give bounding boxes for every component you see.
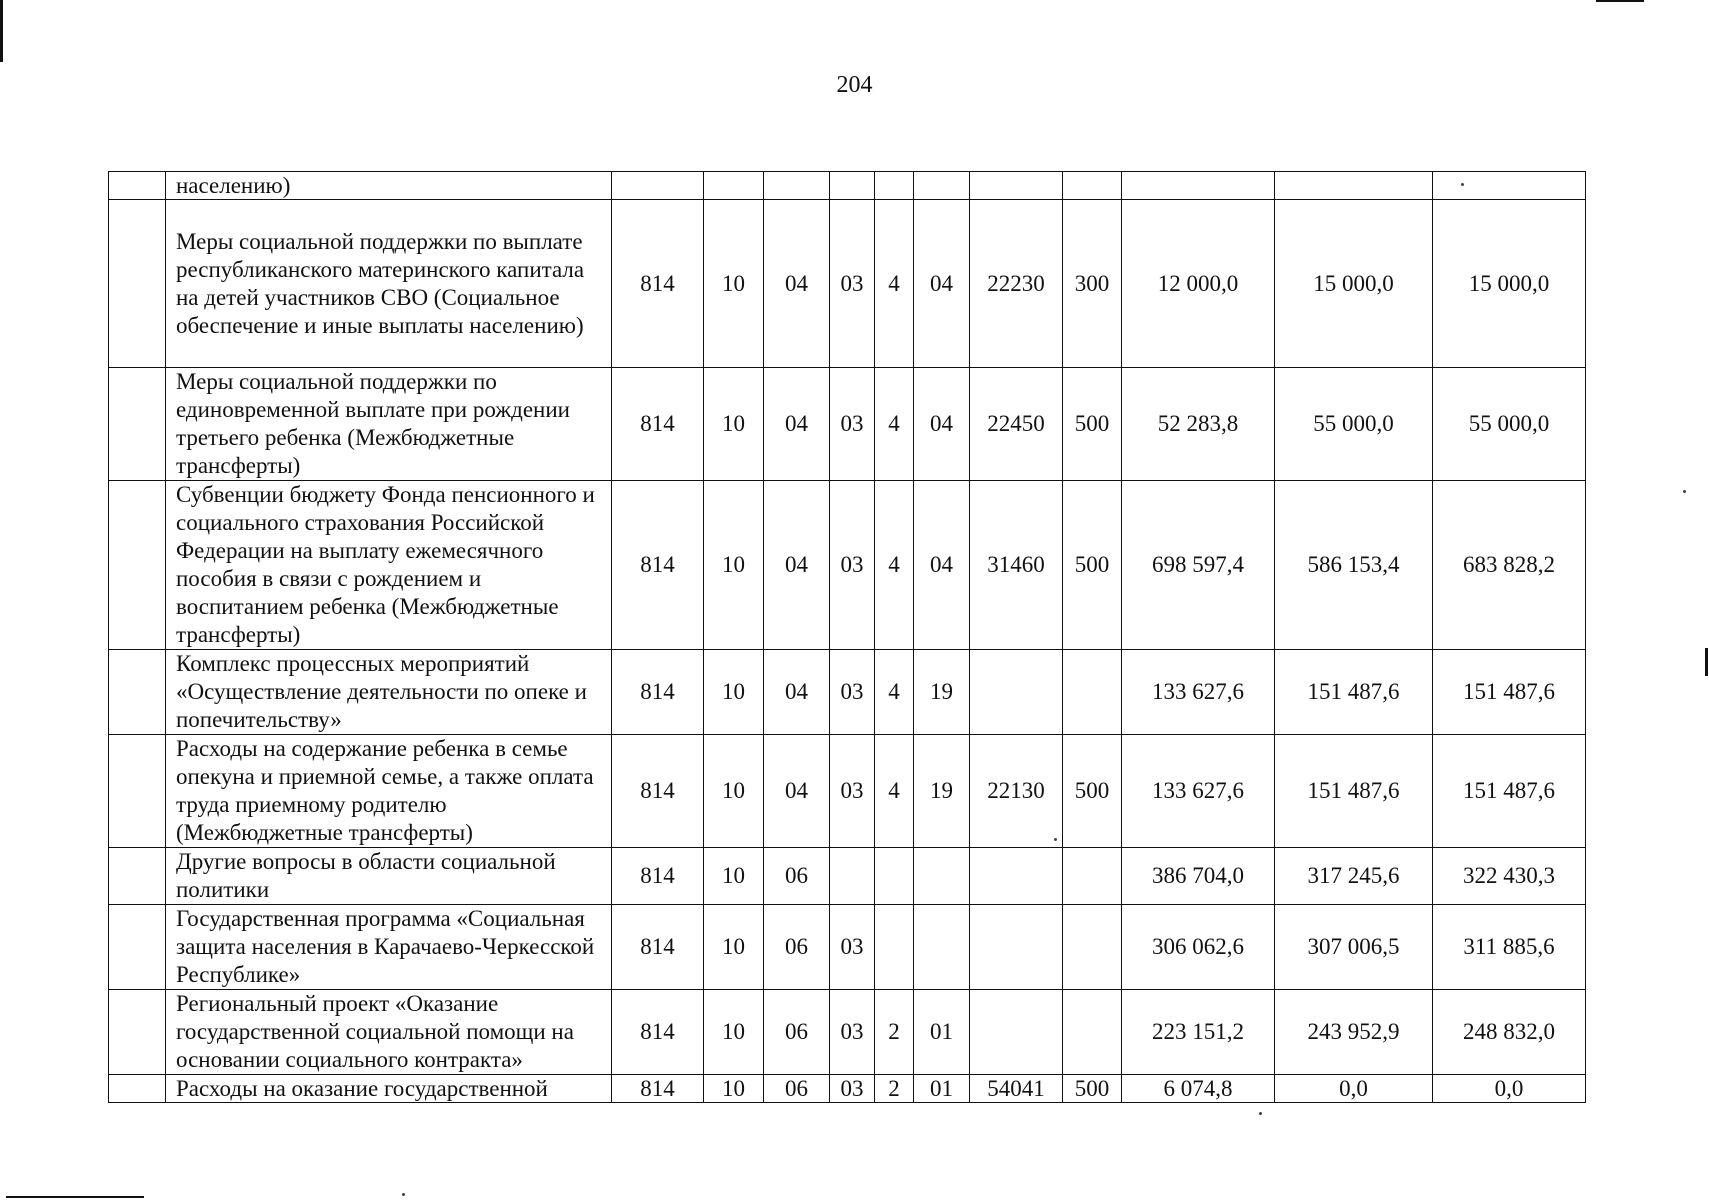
subsection-code-cell: 04 (764, 200, 830, 368)
section-code-cell: 10 (704, 481, 764, 650)
direction-code-cell (970, 172, 1063, 200)
program-code-cell: 03 (830, 200, 875, 368)
amount-2025-cell: 151 487,6 (1275, 735, 1433, 848)
program-code-cell: 03 (830, 650, 875, 735)
right-margin-mark (1705, 648, 1708, 676)
table-row (109, 905, 1586, 990)
direction-code-cell: 54041 (970, 1075, 1063, 1103)
row-number-cell (109, 735, 166, 848)
admin-code-cell: 814 (612, 905, 704, 990)
table-row (109, 200, 1586, 368)
structure-code-cell (914, 172, 970, 200)
item-name-cell: Расходы на содержание ребенка в семье опекуна и приемной семье, а также оплата труда приемному родителю (Межбюджетные трансферты) (166, 735, 612, 848)
amount-2026-cell: 151 487,6 (1433, 735, 1586, 848)
amount-2026-cell: 683 828,2 (1433, 481, 1586, 650)
scan-dot (1683, 490, 1686, 493)
expense-type-cell (1063, 905, 1122, 990)
program-code-cell: 03 (830, 368, 875, 481)
amount-2026-cell: 15 000,0 (1433, 200, 1586, 368)
row-number-cell (109, 368, 166, 481)
type-code-cell (875, 172, 914, 200)
row-number-cell (109, 1075, 166, 1103)
amount-2025-cell: 307 006,5 (1275, 905, 1433, 990)
expense-type-cell: 500 (1063, 1075, 1122, 1103)
amount-2024-cell: 52 283,8 (1122, 368, 1275, 481)
admin-code-cell: 814 (612, 481, 704, 650)
subsection-code-cell: 06 (764, 848, 830, 905)
program-code-cell: 03 (830, 481, 875, 650)
structure-code-cell: 04 (914, 200, 970, 368)
expense-type-cell: 500 (1063, 481, 1122, 650)
expense-type-cell (1063, 172, 1122, 200)
type-code-cell: 4 (875, 735, 914, 848)
subsection-code-cell: 06 (764, 905, 830, 990)
amount-2026-cell: 0,0 (1433, 1075, 1586, 1103)
scan-dot (1461, 183, 1464, 186)
admin-code-cell (612, 172, 704, 200)
admin-code-cell: 814 (612, 990, 704, 1075)
section-code-cell: 10 (704, 368, 764, 481)
scan-dot (1054, 838, 1057, 841)
item-name-cell: Меры социальной поддержки по единовременной выплате при рождении третьего ребенка (Межбюджетные трансферты) (166, 368, 612, 481)
item-name-cell: Комплекс процессных мероприятий «Осуществление деятельности по опеке и попечительству» (166, 650, 612, 735)
amount-2026-cell (1433, 172, 1586, 200)
section-code-cell (704, 172, 764, 200)
direction-code-cell: 22450 (970, 368, 1063, 481)
amount-2025-cell: 586 153,4 (1275, 481, 1433, 650)
amount-2024-cell (1122, 172, 1275, 200)
left-margin-line (0, 0, 3, 62)
amount-2024-cell: 698 597,4 (1122, 481, 1275, 650)
section-code-cell: 10 (704, 990, 764, 1075)
budget-table (108, 171, 1586, 1103)
expense-type-cell (1063, 848, 1122, 905)
section-code-cell: 10 (704, 905, 764, 990)
type-code-cell (875, 848, 914, 905)
item-name-cell: Меры социальной поддержки по выплате республиканского материнского капитала на детей участников СВО (Социальное обеспечение и иные выплаты населению) (166, 200, 612, 368)
amount-2025-cell: 15 000,0 (1275, 200, 1433, 368)
section-code-cell: 10 (704, 735, 764, 848)
item-name-cell: населению) (166, 172, 612, 200)
subsection-code-cell: 06 (764, 990, 830, 1075)
amount-2026-cell: 55 000,0 (1433, 368, 1586, 481)
type-code-cell (875, 905, 914, 990)
row-number-cell (109, 990, 166, 1075)
item-name-cell: Субвенции бюджету Фонда пенсионного и социального страхования Российской Федерации на выплату ежемесячного пособия в связи с рождением и воспитанием ребенка (Межбюджетные трансферты) (166, 481, 612, 650)
structure-code-cell: 04 (914, 481, 970, 650)
program-code-cell: 03 (830, 1075, 875, 1103)
program-code-cell: 03 (830, 905, 875, 990)
scan-dot (402, 1193, 405, 1196)
program-code-cell: 03 (830, 735, 875, 848)
amount-2026-cell: 311 885,6 (1433, 905, 1586, 990)
expense-type-cell (1063, 650, 1122, 735)
type-code-cell: 4 (875, 200, 914, 368)
admin-code-cell: 814 (612, 1075, 704, 1103)
direction-code-cell (970, 905, 1063, 990)
scan-dot (1259, 1112, 1262, 1115)
amount-2025-cell: 317 245,6 (1275, 848, 1433, 905)
amount-2024-cell: 12 000,0 (1122, 200, 1275, 368)
subsection-code-cell: 06 (764, 1075, 830, 1103)
table-row (109, 650, 1586, 735)
amount-2024-cell: 133 627,6 (1122, 650, 1275, 735)
amount-2025-cell: 243 952,9 (1275, 990, 1433, 1075)
row-number-cell (109, 200, 166, 368)
subsection-code-cell: 04 (764, 735, 830, 848)
amount-2024-cell: 306 062,6 (1122, 905, 1275, 990)
bottom-left-margin-line (6, 1196, 144, 1198)
admin-code-cell: 814 (612, 200, 704, 368)
type-code-cell: 2 (875, 1075, 914, 1103)
item-name-cell: Государственная программа «Социальная защита населения в Карачаево-Черкесской Республике» (166, 905, 612, 990)
row-number-cell (109, 650, 166, 735)
amount-2024-cell: 223 151,2 (1122, 990, 1275, 1075)
subsection-code-cell: 04 (764, 368, 830, 481)
expense-type-cell (1063, 990, 1122, 1075)
amount-2025-cell: 55 000,0 (1275, 368, 1433, 481)
structure-code-cell: 19 (914, 650, 970, 735)
direction-code-cell: 31460 (970, 481, 1063, 650)
subsection-code-cell: 04 (764, 650, 830, 735)
admin-code-cell: 814 (612, 650, 704, 735)
section-code-cell: 10 (704, 650, 764, 735)
top-right-margin-line (1596, 0, 1644, 2)
direction-code-cell (970, 650, 1063, 735)
subsection-code-cell (764, 172, 830, 200)
structure-code-cell: 04 (914, 368, 970, 481)
structure-code-cell: 01 (914, 1075, 970, 1103)
page-number: 204 (836, 72, 873, 98)
amount-2024-cell: 133 627,6 (1122, 735, 1275, 848)
structure-code-cell (914, 848, 970, 905)
amount-2024-cell: 386 704,0 (1122, 848, 1275, 905)
table-row (109, 368, 1586, 481)
amount-2025-cell: 0,0 (1275, 1075, 1433, 1103)
table-row (109, 1075, 1586, 1103)
subsection-code-cell: 04 (764, 481, 830, 650)
structure-code-cell: 19 (914, 735, 970, 848)
table-row (109, 848, 1586, 905)
type-code-cell: 4 (875, 481, 914, 650)
expense-type-cell: 300 (1063, 200, 1122, 368)
type-code-cell: 4 (875, 650, 914, 735)
row-number-cell (109, 172, 166, 200)
type-code-cell: 4 (875, 368, 914, 481)
section-code-cell: 10 (704, 1075, 764, 1103)
admin-code-cell: 814 (612, 848, 704, 905)
item-name-cell: Расходы на оказание государственной (166, 1075, 612, 1103)
amount-2025-cell (1275, 172, 1433, 200)
table-row (109, 172, 1586, 200)
section-code-cell: 10 (704, 200, 764, 368)
program-code-cell: 03 (830, 990, 875, 1075)
amount-2024-cell: 6 074,8 (1122, 1075, 1275, 1103)
type-code-cell: 2 (875, 990, 914, 1075)
amount-2026-cell: 151 487,6 (1433, 650, 1586, 735)
item-name-cell: Региональный проект «Оказание государственной социальной помощи на основании социального контракта» (166, 990, 612, 1075)
program-code-cell (830, 172, 875, 200)
section-code-cell: 10 (704, 848, 764, 905)
program-code-cell (830, 848, 875, 905)
table-row (109, 481, 1586, 650)
admin-code-cell: 814 (612, 368, 704, 481)
direction-code-cell: 22130 (970, 735, 1063, 848)
direction-code-cell (970, 848, 1063, 905)
row-number-cell (109, 848, 166, 905)
structure-code-cell: 01 (914, 990, 970, 1075)
item-name-cell: Другие вопросы в области социальной политики (166, 848, 612, 905)
amount-2026-cell: 248 832,0 (1433, 990, 1586, 1075)
direction-code-cell (970, 990, 1063, 1075)
expense-type-cell: 500 (1063, 735, 1122, 848)
structure-code-cell (914, 905, 970, 990)
table-row (109, 990, 1586, 1075)
expense-type-cell: 500 (1063, 368, 1122, 481)
row-number-cell (109, 481, 166, 650)
amount-2026-cell: 322 430,3 (1433, 848, 1586, 905)
direction-code-cell: 22230 (970, 200, 1063, 368)
table-body (109, 172, 1586, 1103)
amount-2025-cell: 151 487,6 (1275, 650, 1433, 735)
row-number-cell (109, 905, 166, 990)
admin-code-cell: 814 (612, 735, 704, 848)
table-row (109, 735, 1586, 848)
